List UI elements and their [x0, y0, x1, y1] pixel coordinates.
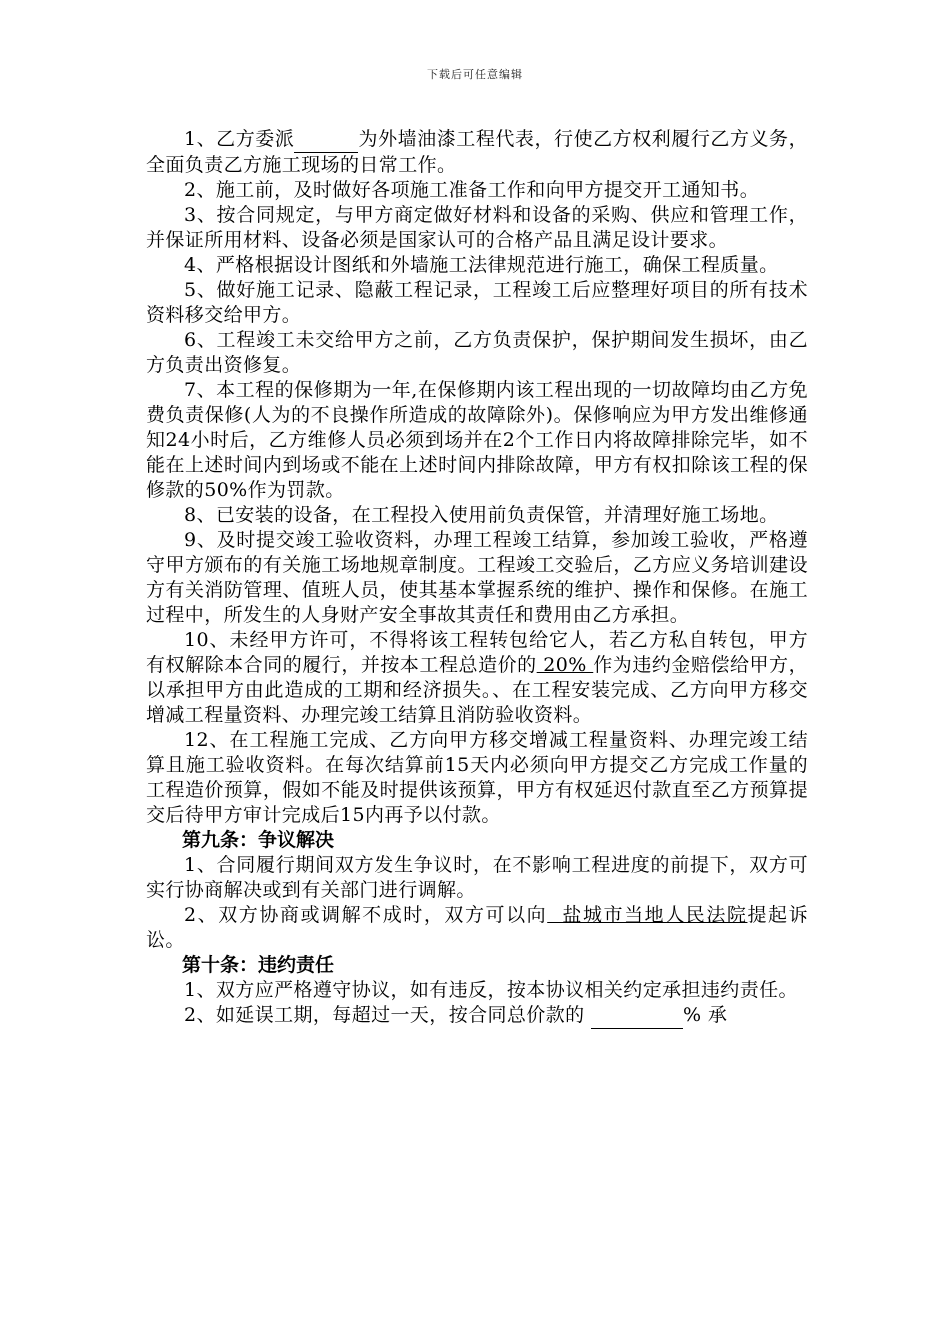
clause-2: 2、施工前，及时做好各项施工准备工作和向甲方提交开工通知书。	[184, 179, 760, 201]
clause-1: 1、乙方委派 为外墙油漆工程代表，行使乙方权利履行乙方义务，全面负责乙方施工现场的日常工作。	[146, 128, 808, 176]
clause-12: 12、在工程施工完成、乙方向甲方移交增减工程量资料、办理完竣工结算且施工验收资料。在每次结算前15天内必须向甲方提交乙方完成工作量的工程造价预算，假如不能及时提供该预算，甲方有权延迟付款直至乙方预算提交后待甲方审计完成后15内再予以付款。	[146, 729, 808, 826]
clause-5: 5、做好施工记录、隐蔽工程记录，工程竣工后应整理好项目的所有技术资料移交给甲方。	[146, 279, 808, 326]
clause-9: 9、及时提交竣工验收资料，办理工程竣工结算，参加竣工验收，严格遵守甲方颁布的有关施工场地规章制度。工程竣工交验后，乙方应义务培训建设方有关消防管理、值班人员，使其基本掌握系统的维护、操作和保修。在施工过程中，所发生的人身财产安全事故其责任和费用由乙方承担。	[146, 529, 808, 626]
clause-8: 8、已安装的设备，在工程投入使用前负责保管，并清理好施工场地。	[184, 504, 779, 526]
clause-7: 7、本工程的保修期为一年,在保修期内该工程出现的一切故障均由乙方免费负责保修(人为的不良操作所造成的故障除外)。保修响应为甲方发出维修通知24小时后，乙方维修人员必须到场并在2个工作日内将故障排除完毕，如不能在上述时间内到场或不能在上述时间内排除故障，甲方有权扣除该工程的保修款的50%作为罚款。	[146, 379, 808, 501]
court-name: 盐城市当地人民法院	[547, 904, 748, 926]
article-10-clause-1: 1、双方应严格遵守协议，如有违反，按本协议相关约定承担违约责任。	[184, 979, 798, 1001]
document-body	[146, 127, 808, 1029]
page-header: 下载后可任意编辑	[427, 68, 523, 81]
article-9-clause-2: 2、双方协商或调解不成时，双方可以向 盐城市当地人民法院提起诉讼。	[146, 904, 808, 951]
article-9-clause-1: 1、合同履行期间双方发生争议时，在不影响工程进度的前提下，双方可实行协商解决或到有关部门进行调解。	[146, 854, 808, 901]
clause-3: 3、按合同规定，与甲方商定做好材料和设备的采购、供应和管理工作，并保证所用材料、设备必须是国家认可的合格产品且满足设计要求。	[146, 204, 808, 251]
penalty-rate: 20%	[536, 654, 594, 676]
representative-blank[interactable]	[294, 127, 358, 153]
clause-6: 6、工程竣工未交给甲方之前，乙方负责保护，保护期间发生损坏，由乙方负责出资修复。	[146, 329, 808, 376]
article-10-heading: 第十条：违约责任	[182, 954, 335, 976]
clause-10: 10、未经甲方许可，不得将该工程转包给它人，若乙方私自转包，甲方有权解除本合同的履行，并按本工程总造价的 20% 作为违约金赔偿给甲方，以承担甲方由此造成的工期和经济损失。、在工程安装完成、乙方向甲方移交增减工程量资料、办理完竣工结算且消防验收资料。	[146, 629, 808, 726]
delay-penalty-blank[interactable]	[591, 1003, 683, 1029]
article-9-heading: 第九条：争议解决	[182, 829, 335, 851]
clause-4: 4、严格根据设计图纸和外墙施工法律规范进行施工，确保工程质量。	[184, 254, 779, 276]
article-10-clause-2: 2、如延误工期，每超过一天，按合同总价款的 % 承	[146, 1003, 808, 1029]
